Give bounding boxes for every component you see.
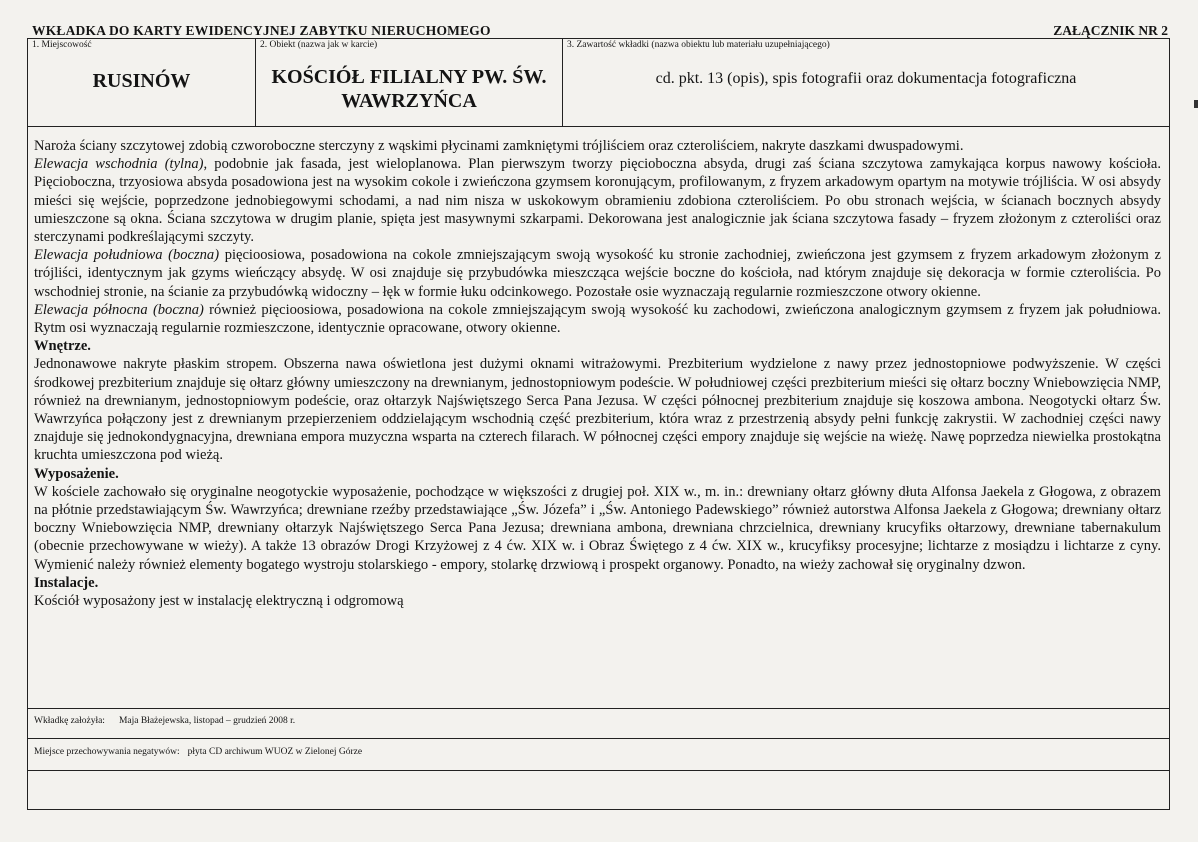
place-label: 1. Miejscowość	[32, 40, 92, 50]
content-cell	[563, 39, 1169, 126]
content-label: 3. Zawartość wkładki (nazwa obiektu lub materiału uzupełniającego)	[567, 40, 830, 50]
header-row	[28, 39, 1169, 127]
paragraph-gable: Naroża ściany szczytowej zdobią czworoboczne sterczyny z wąskimi płycinami zamkniętymi trójliściem oraz czteroliściem, nakryte daszkami dwuspadowymi.	[34, 138, 964, 154]
interior-heading: Wnętrze.	[34, 338, 91, 355]
south-elevation-label: Elewacja południowa (boczna)	[34, 247, 220, 264]
paragraph-south	[34, 246, 1161, 301]
content-value: cd. pkt. 13 (opis), spis fotografii oraz dokumentacja fotograficzna	[655, 70, 1077, 87]
south-elevation-text: pięcioosiowa, posadowiona na cokole zmniejszającym swoją wysokość ku stronie zachodniej, zwieńczona jest gzymsem z fryzem arkadowym złożonym z trójliści, identycznym jak gzyms wieńczący absydę. W osi znajduje się przybudówka mieszcząca wejście boczne do kościoła, nad którym znajduje się dekoracja w formie czteroliścia. Po wschodniej stronie, na ścianie za przybudówką widoczny – łęk w formie łuku odcinkowego. Pozostałe osie wyznaczają regularnie rozmieszczone otwory okienne.	[34, 247, 1161, 300]
document-title: WKŁADKA DO KARTY EWIDENCYJNEJ ZABYTKU NIERUCHOMEGO	[32, 23, 491, 38]
storage-value: płyta CD archiwum WUOZ w Zielonej Górze	[187, 747, 363, 757]
paragraph-east	[34, 155, 1161, 246]
north-elevation-text: również pięcioosiowa, posadowiona na cokole zmniejszającym swoją wysokość ku zachodowi, zwieńczona analogicznym gzymsem z fryzem jak południowa. Rytm osi wyznaczają regularnie rozmieszczone, identycznie opracowane, otwory okienne.	[34, 301, 1161, 337]
object-label: 2. Obiekt (nazwa jak w karcie)	[260, 40, 378, 50]
interior-text: Jednonawowe nakryte płaskim stropem. Obszerna nawa oświetlona jest dużymi oknami witrażowymi. Prezbiterium wydzielone z nawy przez jednostopniowe podwyższenie. W części środkowej prezbiterium znajduje się ołtarz główny umieszczony na drewnianym, jednostopniowym podeście. W południowej części prezbiterium mieści się ołtarz boczny Wniebowzięcia NMP, również na drewnianym, jednostopniowym podeście, oraz ołtarzyk Najświętszego Serca Pana Jezusa. W części północnej prezbiterium znajduje się koszowa ambona. Neogotycki ołtarz Św. Wawrzyńca połączony jest z drewnianym przepierzeniem oddzielającym wschodnią część prezbiterium, która wraz z przestrzenią absydy pełni funkcję zakrystii. W zachodniej części nawy znajduje się jednokondygnacyjna, drewniana empora muzyczna wsparta na czterech filarach. W północnej części empory znajduje się wejście na wieżę. Nawę poprzedza niewielka prostokątna kruchta umieszczona pod wieżą.	[34, 356, 1161, 464]
author-label: Wkładkę założyła:	[34, 716, 105, 726]
installations-heading: Instalacje.	[34, 574, 99, 591]
object-value: KOŚCIÓŁ FILIALNY PW. ŚW. WAWRZYŃCA	[271, 66, 547, 112]
storage-label: Miejsce przechowywania negatywów:	[34, 747, 180, 757]
form-table	[27, 38, 1170, 810]
description-body	[28, 127, 1169, 709]
storage-row	[28, 739, 1169, 771]
furnishing-heading: Wyposażenie.	[34, 465, 119, 482]
place-value: RUSINÓW	[92, 70, 191, 92]
annex-number: ZAŁĄCZNIK NR 2	[1053, 23, 1168, 38]
author-row	[28, 709, 1169, 739]
author-value: Maja Błażejewska, listopad – grudzień 2008 r.	[118, 716, 296, 726]
scan-mark	[1194, 100, 1198, 108]
object-cell	[256, 39, 563, 126]
east-elevation-text: , podobnie jak fasada, jest wieloplanowa. Plan pierwszym tworzy pięcioboczna absyda, drugi zaś ściana szczytowa zamykająca korpus nawowy kościoła. Pięcioboczna, trzyosiowa absyda posadowiona jest na wysokim cokole i zwieńczona gzymsem koronującym, profilowanym, z fryzem arkadowym opartym na motywie trójliścia. W osi absydy mieści się wejście, poprzedzone jednobiegowymi schodami, a nad nim nisza w uskokowym obramieniu zdobiona czteroliściem. Po obu stronach wejścia, w ścianach bocznych absydy umieszczone są okna. Ściana szczytowa w drugim planie, spięta jest masywnymi szkarpami. Dekorowana jest analogicznie jak ściana szczytowa fasady – fryzem złożonym z czteroliści oraz sterczynami podkreślającymi szczyty.	[34, 156, 1161, 246]
north-elevation-label: Elewacja północna (boczna)	[34, 301, 204, 318]
place-cell	[28, 39, 256, 126]
paragraph-north	[34, 301, 1161, 337]
installations-text: Kościół wyposażony jest w instalację elektryczną i odgromową	[34, 593, 404, 610]
furnishing-text: W kościele zachowało się oryginalne neogotyckie wyposażenie, pochodzące w większości z drugiej poł. XIX w., m. in.: drewniany ołtarz główny dłuta Alfonsa Jaekela z Głogowa, z obrazem na płótnie przedstawiającym Św. Wawrzyńca; drewniane rzeźby przedstawiające „Św. Józefa” i „Św. Antoniego Padewskiego” również autorstwa Alfonsa Jaekela z Głogowa; drewniany ołtarz boczny Wniebowzięcia NMP, drewniany ołtarzyk Najświętszego Serca Pana Jezusa; drewniana ambona, drewniana chrzcielnica, drewniany krucyfiks ołtarzowy, drewniane tabernakulum (obecnie przechowywane w wieży). A także 13 obrazów Drogi Krzyżowej z 4 ćw. XIX w. i Obraz Świętego z 4 ćw. XIX w., krucyfiksy procesyjne; lichtarze z mosiądzu i lichtarze z cyny. Wymienić należy również elementy bogatego wystroju stolarskiego - empory, stolarkę drzwiową i prospekt organowy. Ponadto, na wieży zachował się oryginalny dzwon.	[34, 483, 1161, 573]
east-elevation-label: Elewacja wschodnia (tylna)	[34, 156, 204, 173]
